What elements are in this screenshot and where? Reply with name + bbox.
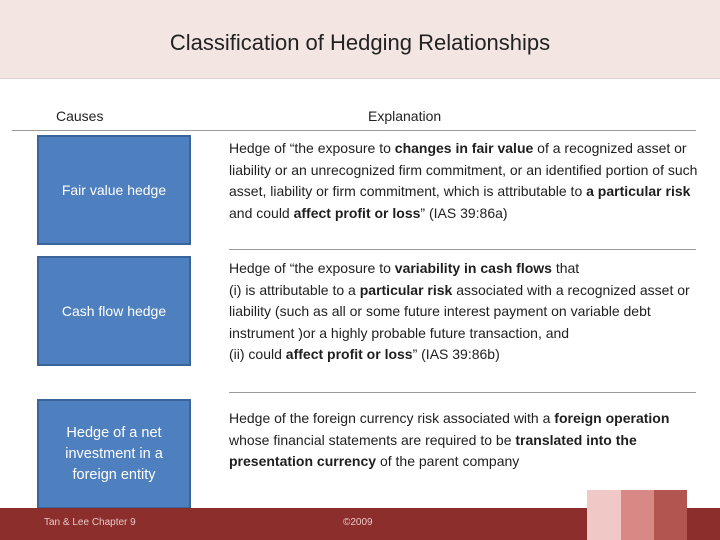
row-divider — [229, 249, 696, 250]
bold-phrase: affect profit or loss — [293, 204, 421, 221]
cause-box-fair-value — [37, 135, 191, 245]
bold-phrase: changes in fair value — [394, 140, 534, 156]
decor-square-light — [587, 490, 621, 540]
text-run: of the parent company — [376, 453, 520, 469]
column-header-explanation: Explanation — [368, 108, 442, 124]
footer-copyright: ©2009 — [343, 517, 373, 528]
title-bar — [0, 0, 720, 79]
text-run: and could — [229, 204, 294, 221]
footer-chapter: Tan & Lee Chapter 9 — [44, 517, 136, 528]
explanation-net-investment — [229, 408, 699, 473]
cause-box-net-investment — [37, 399, 191, 509]
cause-label: Hedge of a net investment in a foreign entity — [65, 424, 163, 483]
text-run: ” (IAS 39:86a) — [420, 204, 508, 221]
explanation-fair-value — [229, 138, 699, 224]
bold-phrase: variability in cash flows — [394, 260, 552, 276]
explanation-cash-flow — [229, 258, 699, 366]
text-run: associated with a recognized asset or liability (such as all or some future interest payment on variable debt instrument )or a highly probable future transaction, and — [229, 281, 690, 341]
bold-phrase: translated into the presentation currency — [229, 431, 637, 469]
text-run: that — [551, 260, 580, 276]
text-run: (ii) could — [229, 346, 286, 362]
header-divider — [12, 130, 696, 131]
text-run: Hedge of the foreign currency risk associated with a — [229, 410, 555, 426]
decor-square-dark — [654, 490, 687, 540]
text-run: Hedge of “the exposure to — [229, 140, 395, 156]
text-run: of a recognized asset or liability or an unrecognized firm commitment, or an identified portion of such asset, liability or firm commitment, which is attributable to — [229, 140, 698, 199]
bold-phrase: foreign operation — [554, 410, 670, 426]
decor-square-mid — [621, 490, 654, 540]
row-divider — [229, 392, 696, 393]
text-run: (i) is attributable to a — [229, 281, 360, 298]
text-run: whose financial statements are required to be — [229, 431, 516, 448]
cause-label: Cash flow hedge — [61, 302, 167, 319]
text-run: ” (IAS 39:86b) — [412, 346, 500, 362]
slide-title: Classification of Hedging Relationships — [169, 30, 551, 55]
cause-label: Fair value hedge — [61, 181, 167, 198]
column-header-causes: Causes — [56, 108, 104, 124]
bold-phrase: affect profit or loss — [285, 346, 413, 362]
bold-phrase: a particular risk — [586, 183, 691, 199]
text-run: Hedge of “the exposure to — [229, 260, 395, 276]
bold-phrase: particular risk — [359, 281, 453, 298]
cause-box-cash-flow — [37, 256, 191, 366]
